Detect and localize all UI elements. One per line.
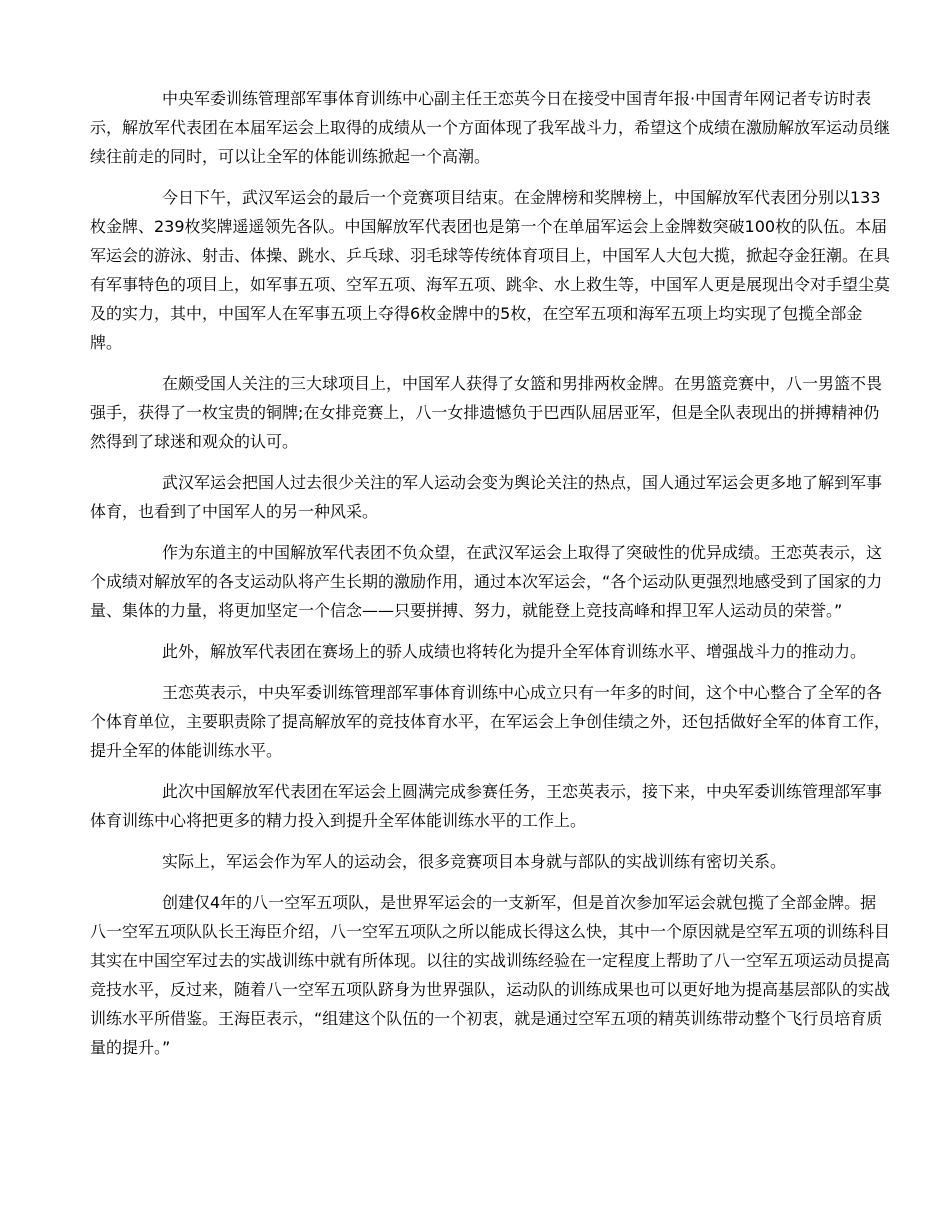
paragraph: 此外，解放军代表团在赛场上的骄人成绩也将转化为提升全军体育训练水平、增强战斗力的推动力。 [162, 642, 867, 661]
paragraph: 王恋英表示，中央军委训练管理部军事体育训练中心成立只有一年多的时间，这个中心整合了全军的各个体育单位，主要职责除了提高解放军的竞技体育水平，在军运会上争创佳绩之外，还包括做好全军的体育工作，提升全军的体能训练水平。 [90, 683, 891, 760]
paragraph: 今日下午，武汉军运会的最后一个竞赛项目结束。在金牌榜和奖牌榜上，中国解放军代表团分别以133枚金牌、239枚奖牌遥遥领先各队。中国解放军代表团也是第一个在单届军运会上金牌数突破100枚的队伍。本届军运会的游泳、射击、体操、跳水、乒乓球、羽毛球等传统体育项目上，中国军人大包大揽，掀起夺金狂潮。在具有军事特色的项目上，如军事五项、空军五项、海军五项、跳伞、水上救生等，中国军人更是展现出令对手望尘莫及的实力，其中，中国军人在军事五项上夺得6枚金牌中的5枚，在空军五项和海军五项上均实现了包揽全部金牌。 [90, 188, 891, 352]
paragraph: 创建仅4年的八一空军五项队，是世界军运会的一支新军，但是首次参加军运会就包揽了全部金牌。据八一空军五项队队长王海臣介绍，八一空军五项队之所以能成长得这么快，其中一个原因就是空军五项的训练科目其实在中国空军过去的实战训练中就有所体现。以往的实战训练经验在一定程度上帮助了八一空军五项运动员提高竞技水平，反过来，随着八一空军五项队跻身为世界强队，运动队的训练成果也可以更好地为提高基层部队的实战训练水平所借鉴。王海臣表示，“组建这个队伍的一个初衷，就是通过空军五项的精英训练带动整个飞行员培育质量的提升。” [90, 893, 891, 1057]
paragraph: 在颇受国人关注的三大球项目上，中国军人获得了女篮和男排两枚金牌。在男篮竞赛中，八一男篮不畏强手，获得了一枚宝贵的铜牌;在女排竞赛上，八一女排遗憾负于巴西队屈居亚军，但是全队表现出的拼搏精神仍然得到了球迷和观众的认可。 [90, 374, 883, 451]
paragraph: 武汉军运会把国人过去很少关注的军人运动会变为舆论关注的热点，国人通过军运会更多地了解到军事体育，也看到了中国军人的另一种风采。 [90, 473, 883, 521]
paragraph: 实际上，军运会作为军人的运动会，很多竞赛项目本身就与部队的实战训练有密切关系。 [162, 852, 787, 871]
paragraph: 作为东道主的中国解放军代表团不负众望，在武汉军运会上取得了突破性的优异成绩。王恋英表示，这个成绩对解放军的各支运动队将产生长期的激励作用，通过本次军运会，“各个运动队更强烈地感受到了国家的力量、集体的力量，将更加坚定一个信念——只要拼搏、努力，就能登上竞技高峰和捍卫军人运动员的荣誉。” [90, 543, 883, 620]
paragraph: 中央军委训练管理部军事体育训练中心副主任王恋英今日在接受中国青年报·中国青年网记者专访时表示，解放军代表团在本届军运会上取得的成绩从一个方面体现了我军战斗力，希望这个成绩在激励解放军运动员继续往前走的同时，可以让全军的体能训练掀起一个高潮。 [90, 89, 891, 166]
paragraph: 此次中国解放军代表团在军运会上圆满完成参赛任务，王恋英表示，接下来，中央军委训练管理部军事体育训练中心将把更多的精力投入到提升全军体能训练水平的工作上。 [90, 782, 883, 830]
